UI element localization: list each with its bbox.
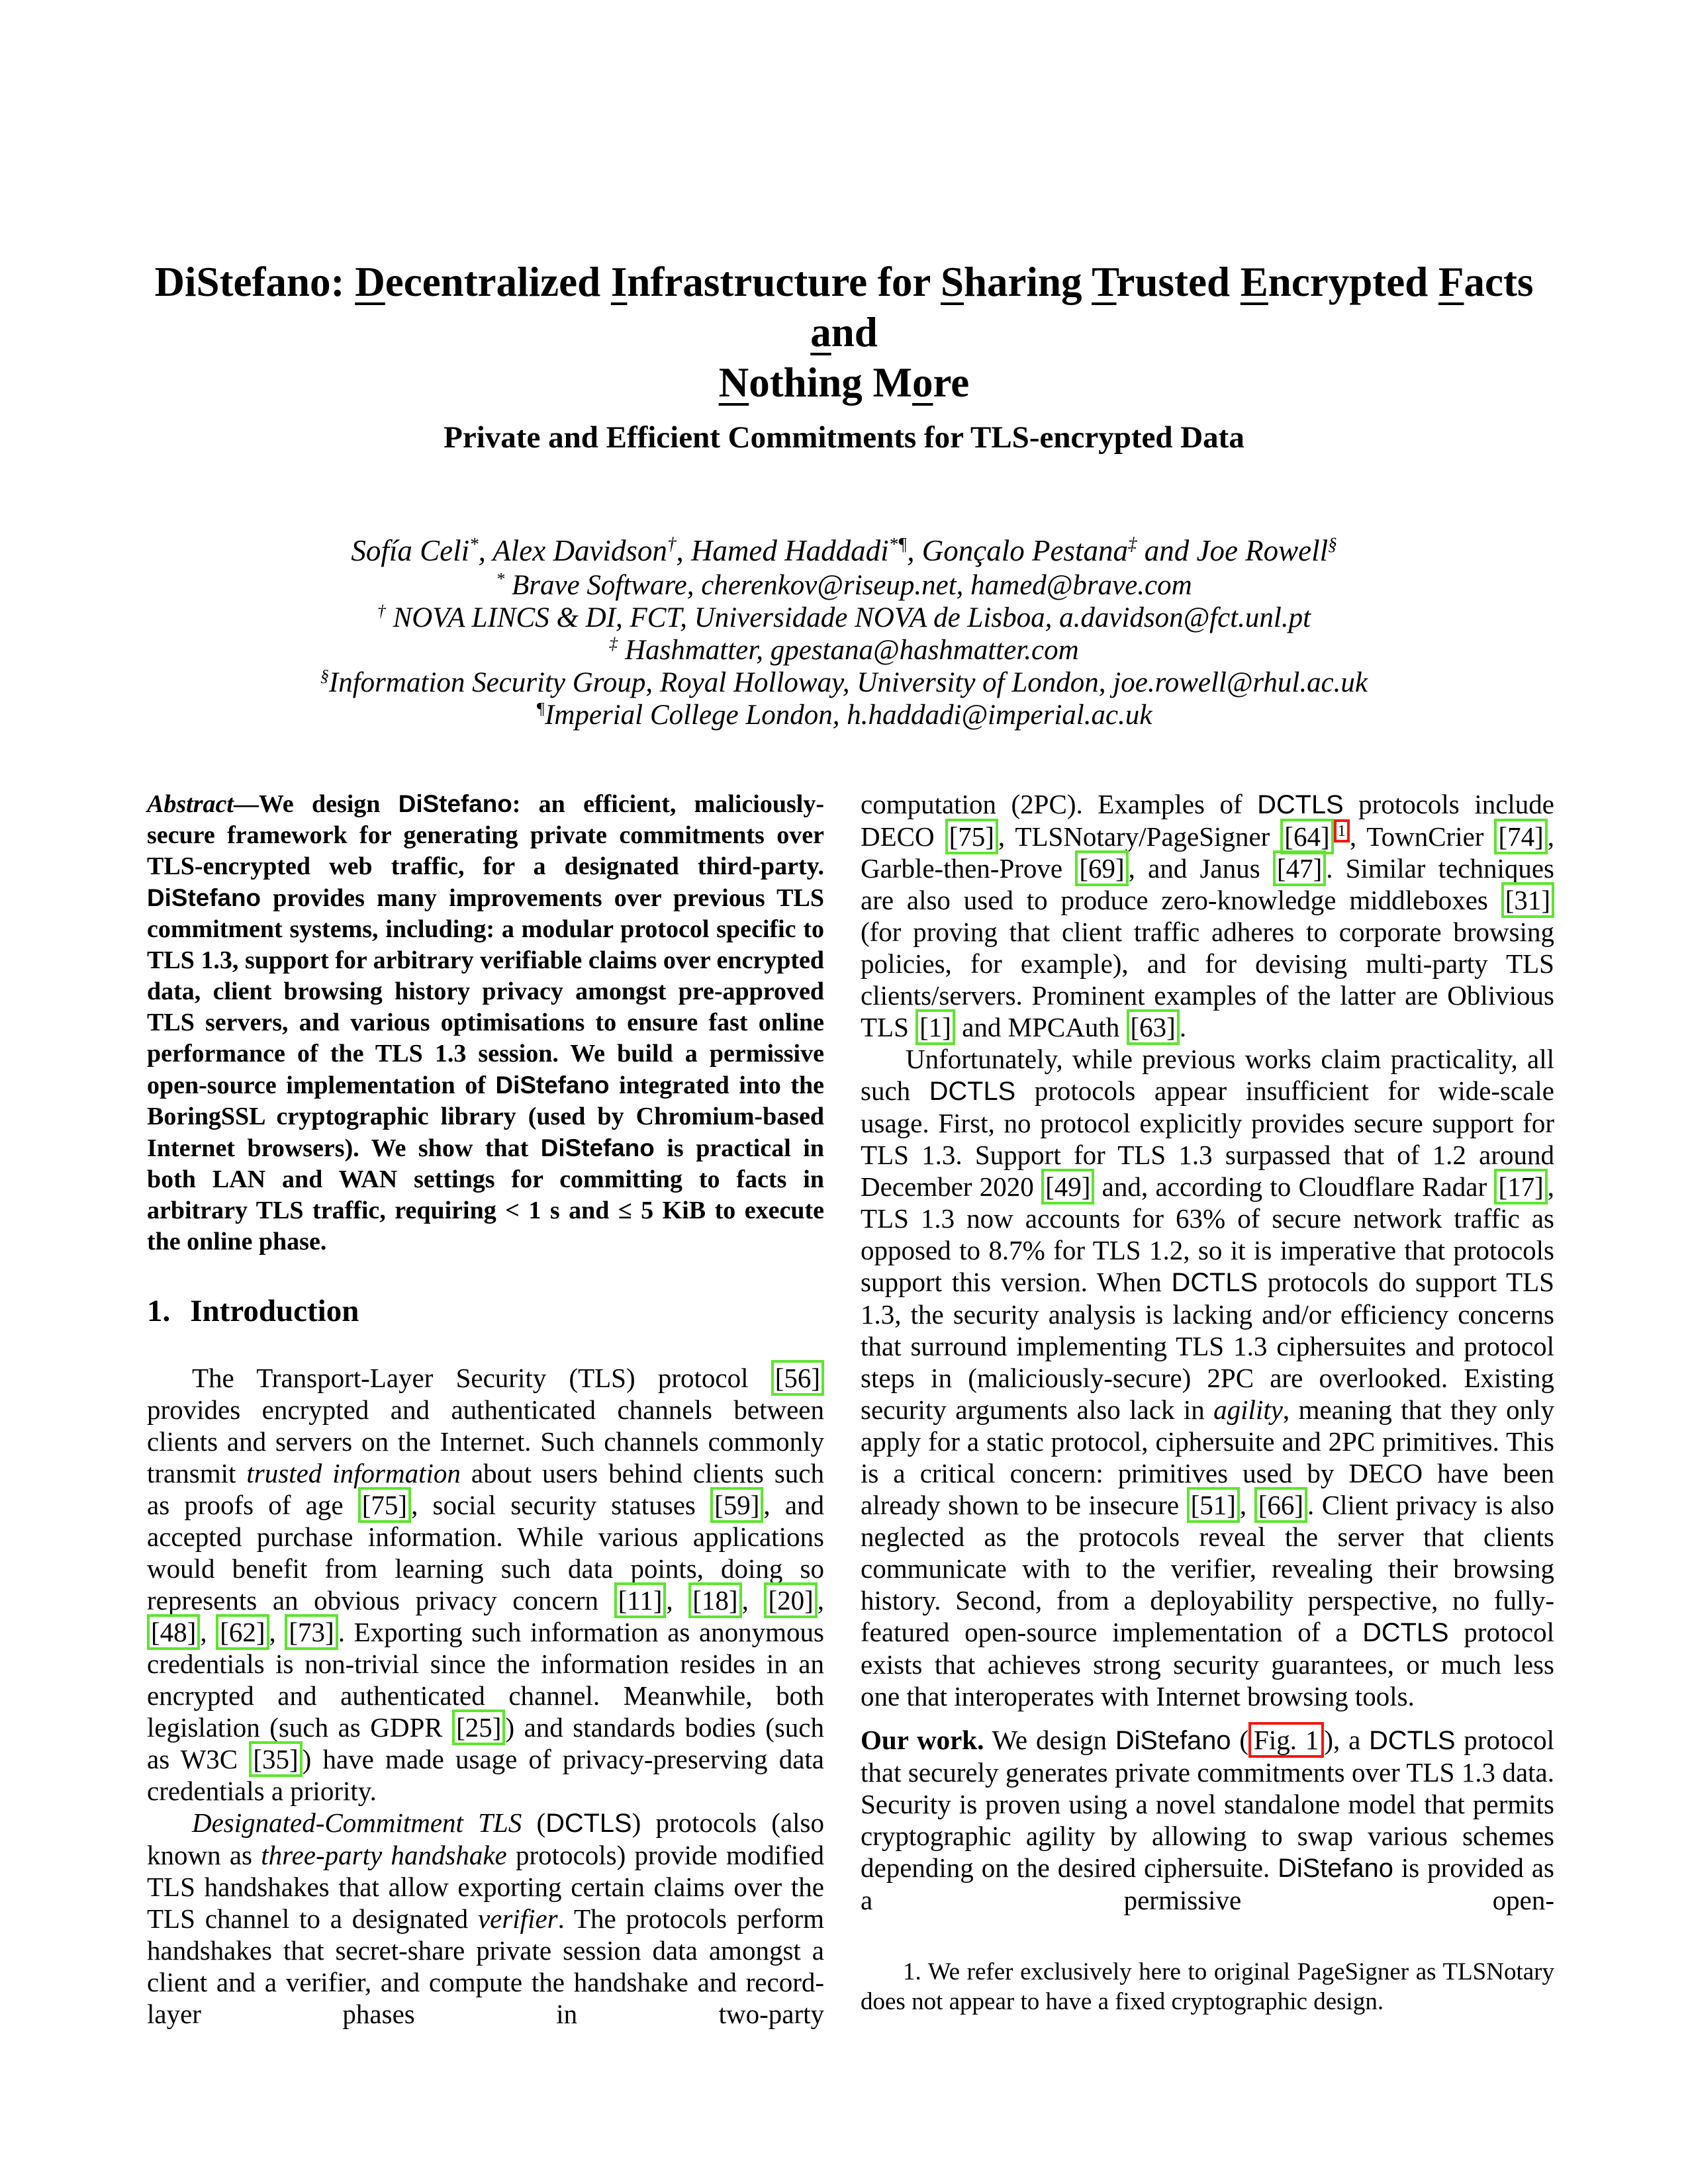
two-column-body: [0, 788, 1688, 2030]
text-run: DCTLS: [1257, 790, 1344, 819]
citation-link[interactable]: [59]: [710, 1487, 763, 1523]
limitations-paragraph: Unfortunately, while previous works claim practicality, all such DCTLS protocols appear insufficient for wide-scale usage. First, no protocol explicitly provides secure support for TLS 1.3. Support for TLS 1.3 surpassed that of 1.2 around December 2020 [49] and, according to Cloudflare Radar [17] , TLS 1.3 now accounts for 63% of secure network traffic as opposed to 8.7% for TLS 1.2, so it is imperative that protocols support this version. When DCTLS protocols do support TLS 1.3, the security analysis is lacking and/or efficiency concerns that surround implementing TLS 1.3 ciphersuites and protocol steps in (maliciously-secure) 2PC are overlooked. Existing security arguments also lack in agility, meaning that they only apply for a static protocol, ciphersuite and 2PC primitives. This is a critical concern: primitives used by DECO have been already shown to be insecure [51] , [66] . Client privacy is also neglected as the protocols reveal the server that clients communicate with to the verifier, revealing their browsing history. Second, from a deployability perspective, no fully-featured open-source implementation of a DCTLS protocol exists that achieves strong security guarantees, or much less one that interoperates with Internet browsing tools.: [861, 1044, 1554, 1711]
text-run: ‡: [609, 633, 618, 653]
text-run: —We design: [233, 790, 399, 818]
affiliation-line: * Brave Software, cherenkov@riseup.net, hamed@brave.com: [496, 569, 1192, 601]
introduction-text: [147, 1362, 824, 2030]
citation-link[interactable]: [11]: [614, 1582, 667, 1618]
text-run: *: [496, 569, 505, 588]
citation-link[interactable]: [66]: [1254, 1487, 1307, 1523]
citation-link[interactable]: [56]: [771, 1360, 824, 1396]
text-run: E: [1240, 259, 1268, 305]
footnote-marker-link[interactable]: 1: [1334, 819, 1350, 842]
citation-link[interactable]: [75]: [358, 1487, 411, 1523]
citation-link[interactable]: [74]: [1494, 819, 1547, 854]
citation-link[interactable]: [51]: [1187, 1487, 1240, 1523]
intro-paragraph-2-continued: computation (2PC). Examples of DCTLS protocols include DECO [75] , TLSNotary/PageSigner [64] $^1$ , TownCrier [74] , Garble-then-Prove [69] , and Janus [47] . Similar techniques are also used to produce zero-knowledge middleboxes [31] (for proving that client traffic adheres to corporate browsing policies, for example), and for devising multi-party TLS clients/servers. Prominent examples of the latter are Oblivious TLS [1] and MPCAuth [63] .: [861, 788, 1554, 1043]
text-run: provides many improvements over previous TLS commitment systems, including: a modular protocol specific to TLS 1.3, support for arbitrary verifiable claims over encrypted data, client browsing history privacy amongst pre-approved TLS servers, and various optimisations to ensure fast online performance of the TLS 1.3 session. We build a permissive open-source implementation of: [147, 884, 824, 1099]
text-run: DiStefano: [1115, 1726, 1231, 1755]
affiliations-block: [0, 569, 1688, 731]
text-run: ‡: [1127, 534, 1137, 554]
text-run: verifier: [477, 1903, 558, 1934]
section-heading: [147, 1293, 824, 1329]
text-run: integrated into the BoringSSL cryptographic library (used by Chromium-based Internet browsers). We show that: [147, 1071, 824, 1162]
footnote: 1. We refer exclusively here to original PageSigner as TLSNotary does not appear to have a fixed cryptographic design.: [861, 1958, 1554, 2015]
text-run: DCTLS: [1369, 1726, 1456, 1755]
abstract-block: [147, 788, 824, 1257]
text-run: S: [940, 259, 964, 305]
text-run: T: [1092, 259, 1117, 305]
intro-paragraph-1: The Transport-Layer Security (TLS) protocol [56] provides encrypted and authenticated channels between clients and servers on the Internet. Such channels commonly transmit trusted information about users behind clients such as proofs of age [75] , social security statuses [59] , and accepted purchase information. While various applications would benefit from learning such data points, doing so represents an obvious privacy concern [11] , [18] , [20] , [48] , [62] , [73] . Exporting such information as anonymous credentials is non-trivial since the information resides in an encrypted and authenticated channel. Meanwhile, both legislation (such as GDPR [25] ) and standards bodies (such as W3C [35] ) have made usage of privacy-preserving data credentials a priority.: [147, 1362, 824, 1807]
citation-link[interactable]: [25]: [452, 1709, 505, 1745]
citation-link[interactable]: [49]: [1041, 1169, 1094, 1205]
citation-link[interactable]: [64]: [1280, 819, 1333, 854]
text-run: F: [1438, 259, 1464, 305]
citation-link[interactable]: [47]: [1273, 850, 1326, 886]
text-run: *¶: [888, 534, 908, 554]
text-run: DiStefano: [495, 1071, 610, 1099]
our-work-paragraph: Our work. We design DiStefano ( Fig. 1 ), a DCTLS protocol that securely generates private commitments over TLS 1.3 data. Security is proven using a novel standalone model that permits cryptographic agility by allowing to swap various schemes depending on the desired ciphersuite. DiStefano is provided as a permissive open-: [861, 1724, 1554, 1916]
citation-link[interactable]: [62]: [216, 1614, 269, 1650]
text-run: o: [912, 359, 933, 406]
text-run: a: [810, 309, 831, 355]
text-run: DCTLS: [929, 1077, 1016, 1106]
paper-header: [0, 257, 1688, 731]
text-run: §: [320, 666, 329, 686]
citation-link[interactable]: [1]: [915, 1009, 955, 1045]
text-run: ¶: [536, 698, 545, 718]
text-run: †: [667, 534, 677, 554]
text-run: agility: [1213, 1394, 1283, 1425]
affiliation-line: ¶Imperial College London, h.haddadi@imperial.ac.uk: [536, 698, 1152, 731]
text-run: DiStefano: [1278, 1854, 1393, 1883]
affiliation-line: ‡ Hashmatter, gpestana@hashmatter.com: [609, 633, 1079, 666]
text-run: DiStefano: [147, 884, 261, 911]
text-run: DCTLS: [1171, 1268, 1258, 1297]
intro-paragraph-2: Designated-Commitment TLS (DCTLS) protocols (also known as three-party handshake protocols) provide modified TLS handshakes that allow exporting certain claims over the TLS channel to a designated verifier. The protocols perform handshakes that secret-share private session data amongst a client and a verifier, and compute the handshake and record-layer phases in two-party: [147, 1807, 825, 2029]
text-run: is practical in both LAN and WAN settings for committing to facts in arbitrary TLS traffic, requiring < 1 s and ≤ 5 KiB to execute the online phase.: [147, 1134, 824, 1255]
citation-link[interactable]: [35]: [249, 1741, 302, 1777]
text-run: DCTLS: [545, 1809, 632, 1838]
text-run: DiStefano: [398, 790, 512, 817]
citation-link[interactable]: [73]: [285, 1614, 338, 1650]
citation-link[interactable]: [69]: [1075, 850, 1128, 886]
text-run: trusted information: [246, 1458, 461, 1488]
citation-link[interactable]: [31]: [1501, 882, 1554, 918]
citation-link[interactable]: [75]: [945, 819, 998, 854]
text-run: *: [469, 534, 479, 554]
section-title: Introduction: [190, 1294, 359, 1328]
right-column-text: [861, 788, 1554, 2017]
paper-title: DiStefano: Decentralized Infrastructure for Sharing Trusted Encrypted Facts and Nothing More: [154, 259, 1534, 406]
affiliation-line: † NOVA LINCS & DI, FCT, Universidade NOVA de Lisboa, a.davidson@fct.unl.pt: [377, 601, 1311, 633]
text-run: Designated-Commitment TLS: [192, 1807, 522, 1838]
section-number: 1.: [147, 1294, 171, 1328]
text-run: three-party handshake: [261, 1840, 507, 1870]
abstract-paragraph: [147, 788, 824, 1257]
affiliation-line: §Information Security Group, Royal Holloway, University of London, joe.rowell@rhul.ac.uk: [320, 666, 1368, 698]
text-run: N: [718, 359, 749, 406]
text-run: †: [377, 601, 386, 621]
citation-link[interactable]: [63]: [1127, 1009, 1180, 1045]
text-run: I: [610, 259, 628, 305]
citation-link[interactable]: [17]: [1494, 1169, 1547, 1205]
text-run: D: [355, 259, 385, 305]
author-line: Sofía Celi*, Alex Davidson†, Hamed Haddadi*¶, Gonçalo Pestana‡ and Joe Rowell§: [351, 534, 1337, 567]
citation-link[interactable]: [18]: [688, 1582, 741, 1618]
text-run: §: [1328, 534, 1337, 554]
left-column: [147, 788, 824, 2030]
text-run: Abstract: [147, 790, 234, 818]
figure-reference-link[interactable]: Fig. 1: [1248, 1722, 1324, 1758]
citation-link[interactable]: [20]: [764, 1582, 817, 1618]
paper-subtitle: Private and Efficient Commitments for TLS-encrypted Data: [444, 420, 1244, 455]
citation-link[interactable]: [48]: [147, 1614, 200, 1650]
text-run: : an efficient, maliciously-secure framework for generating private commitments over TLS-encrypted web traffic, for a designated third-party.: [147, 790, 825, 880]
right-column: [861, 788, 1554, 2030]
text-run: Our work.: [861, 1725, 984, 1755]
text-run: DCTLS: [1362, 1618, 1449, 1647]
text-run: DiStefano: [540, 1134, 655, 1161]
